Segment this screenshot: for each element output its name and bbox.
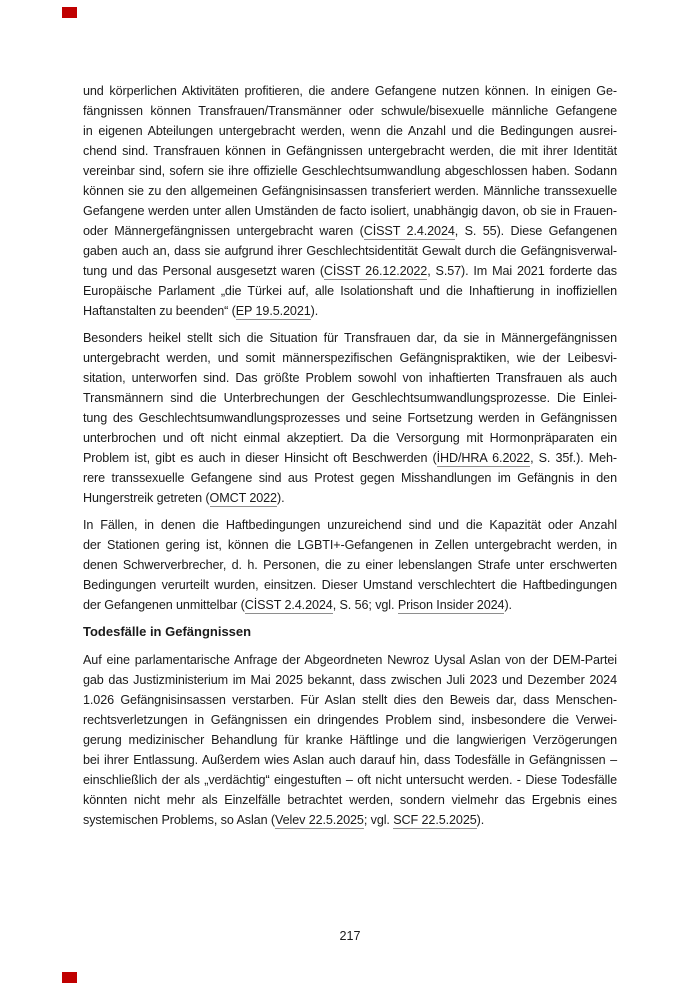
text-run: untergebracht werden, und somit männerspezifischen Gefängnispraktiken, wie der Leibesvi- <box>83 351 617 365</box>
text-line <box>83 555 617 575</box>
text-run: Bedingungen verurteilt wurden, einsitzen. Dieser Umstand verschlechtert die Haftbedingungen <box>83 578 617 592</box>
text-line <box>83 221 617 241</box>
text-line <box>83 181 617 201</box>
text-run: , S. 55). Diese Gefangenen <box>454 224 617 238</box>
text-line <box>83 650 617 670</box>
text-run: 1.026 Gefängnisinsassen verstarben. Für Aslan stellt dies den Beweis dar, dass Menschen- <box>83 693 617 707</box>
citation-link[interactable]: CİSST 2.4.2024 <box>244 598 333 612</box>
text-run: ). <box>276 491 285 505</box>
text-line <box>83 408 617 428</box>
text-run: ). <box>504 598 512 612</box>
text-line <box>83 535 617 555</box>
page-number: 217 <box>339 929 361 943</box>
text-line <box>83 121 617 141</box>
text-run: gerung medizinischer Behandlung für kranke Häftlinge und die langwierigen Verzögerungen <box>83 733 617 747</box>
text-run: gaben auch an, dass sie aufgrund ihrer Geschlechtsidentität Gewalt durch die Gefängnisverwal- <box>83 244 617 258</box>
text-run: Haftanstalten zu beenden“ ( <box>83 304 236 318</box>
text-run: der Gefangenen unmittelbar ( <box>83 598 245 612</box>
text-run: Besonders heikel stellt sich die Situation für Transfrauen dar, da sie in Männergefängnissen <box>83 331 617 345</box>
document-body <box>83 81 617 837</box>
citation-link[interactable]: EP 19.5.2021 <box>235 304 311 318</box>
text-line <box>83 690 617 710</box>
text-run: denen Schwerverbrecher, d. h. Personen, die zu einer lebenslangen Strafe unter erschwerten <box>83 558 617 572</box>
text-run: , S. 35f.). Meh- <box>530 451 618 465</box>
text-line <box>83 368 617 388</box>
text-line <box>83 810 617 830</box>
text-line <box>83 328 617 348</box>
red-annotation-mark-bottom <box>62 972 77 983</box>
text-run: einschließlich der als „verdächtig“ eingestuften – oft nicht untersucht werden. - Diese Todesfälle <box>83 773 617 787</box>
text-run: unterbrochen und oft nicht einmal akzeptiert. Da die Versorgung mit Hormonpräparaten ein <box>83 431 617 445</box>
text-run: sitation, unterworfen sind. Das größte Problem sowohl von inhaftierten Transfrauen als auch <box>83 371 617 385</box>
text-line <box>83 261 617 281</box>
text-run: tung und das Personal ausgesetzt waren ( <box>83 264 324 278</box>
text-run: Hungerstreik getreten ( <box>83 491 210 505</box>
section-heading: Todesfälle in Gefängnissen <box>83 624 252 639</box>
text-line <box>83 281 617 301</box>
text-line <box>83 790 617 810</box>
paragraph <box>83 328 617 508</box>
text-run: tung des Geschlechtsumwandlungsprozesses und seine Fortsetzung werden in Gefängnissen <box>83 411 617 425</box>
text-run: können sie zu den allgemeinen Gefängnisinsassen transferiert werden. Männliche transsexuelle <box>83 184 617 198</box>
text-line <box>83 81 617 101</box>
text-run: , S. 56; vgl. <box>332 598 398 612</box>
citation-link[interactable]: Prison Insider 2024 <box>397 598 505 612</box>
text-run: vereinbar sind, sofern sie ihre offizielle Geschlechtsumwandlung abgeschlossen haben. Sodann <box>83 164 617 178</box>
text-line <box>83 448 617 468</box>
text-line <box>83 161 617 181</box>
citation-link[interactable]: SCF 22.5.2025 <box>393 813 477 827</box>
text-line <box>83 301 617 321</box>
text-run: Europäische Parlament „die Türkei auf, alle Isolationshaft und die Inhaftierung in inoffiziellen <box>83 284 617 298</box>
text-line <box>83 201 617 221</box>
text-run: der Stationen gering ist, können die LGBTI+-Gefangenen in Zellen untergebracht werden, in <box>83 538 617 552</box>
text-run: oder Männergefängnissen untergebracht waren ( <box>83 224 364 238</box>
text-run: ; vgl. <box>363 813 394 827</box>
citation-link[interactable]: CİSST 2.4.2024 <box>363 224 455 238</box>
text-run: könnten nicht mehr als Einzelfälle betrachtet werden, sondern vielmehr das Ergebnis eines <box>83 793 617 807</box>
text-line <box>83 101 617 121</box>
text-line <box>83 515 617 535</box>
text-line <box>83 348 617 368</box>
paragraph <box>83 81 617 321</box>
text-run: rere transsexuelle Gefangene sind aus Protest gegen Misshandlungen im Gefängnis in den <box>83 471 617 485</box>
text-run: fängnissen können Transfrauen/Transmänner oder schwule/bisexuelle männliche Gefangene <box>83 104 617 118</box>
text-run: Problem ist, gibt es auch in dieser Hinsicht oft Beschwerden ( <box>83 451 437 465</box>
text-run: und körperlichen Aktivitäten profitieren, die andere Gefangene nutzen können. In einigen Ge- <box>83 84 617 98</box>
text-run: bei ihrer Entlassung. Außerdem wies Aslan auch darauf hin, dass Todesfälle in Gefängnissen – <box>83 753 617 767</box>
text-line <box>83 468 617 488</box>
paragraph <box>83 515 617 615</box>
text-run: , S.57). Im Mai 2021 forderte das <box>427 264 617 278</box>
text-run: Transmännern sind die Unterbrechungen der Geschlechtsumwandlungsprozesse. Die Einlei- <box>83 391 617 405</box>
text-run: rechtsverletzungen in Gefängnissen ein dringendes Problem sind, insbesondere die Verwei- <box>83 713 617 727</box>
red-annotation-mark-top <box>62 7 77 18</box>
text-line <box>83 488 617 508</box>
text-run: systemischen Problems, so Aslan ( <box>83 813 275 827</box>
text-line <box>83 575 617 595</box>
text-run: in eigenen Abteilungen untergebracht werden, wenn die Anzahl und die Bedingungen ausrei- <box>83 124 617 138</box>
text-line <box>83 770 617 790</box>
text-line <box>83 428 617 448</box>
citation-link[interactable]: İHD/HRA 6.2022 <box>436 451 531 465</box>
text-line <box>83 670 617 690</box>
text-line <box>83 388 617 408</box>
text-line <box>83 710 617 730</box>
citation-link[interactable]: OMCT 2022 <box>209 491 277 505</box>
text-run: ). <box>476 813 485 827</box>
text-run: In Fällen, in denen die Haftbedingungen unzureichend sind und die Kapazität oder Anzahl <box>83 518 617 532</box>
text-run: Auf eine parlamentarische Anfrage der Abgeordneten Newroz Uysal Aslan von der DEM-Partei <box>83 653 617 667</box>
paragraph <box>83 650 617 830</box>
text-run: chend sind. Transfrauen können in Gefängnissen untergebracht werden, die mit ihrer Identität <box>83 144 617 158</box>
text-run: gab das Justizministerium im Mai 2025 bekannt, dass zwischen Juli 2023 und Dezember 2024 <box>83 673 617 687</box>
text-line <box>83 241 617 261</box>
text-line <box>83 730 617 750</box>
citation-link[interactable]: CİSST 26.12.2022 <box>323 264 428 278</box>
text-run: ). <box>310 304 319 318</box>
text-line <box>83 141 617 161</box>
citation-link[interactable]: Velev 22.5.2025 <box>274 813 364 827</box>
text-line <box>83 750 617 770</box>
text-run: Gefangene werden unter allen Umständen de facto isoliert, unabhängig davon, ob sie in Frauen- <box>83 204 617 218</box>
text-line <box>83 595 617 615</box>
